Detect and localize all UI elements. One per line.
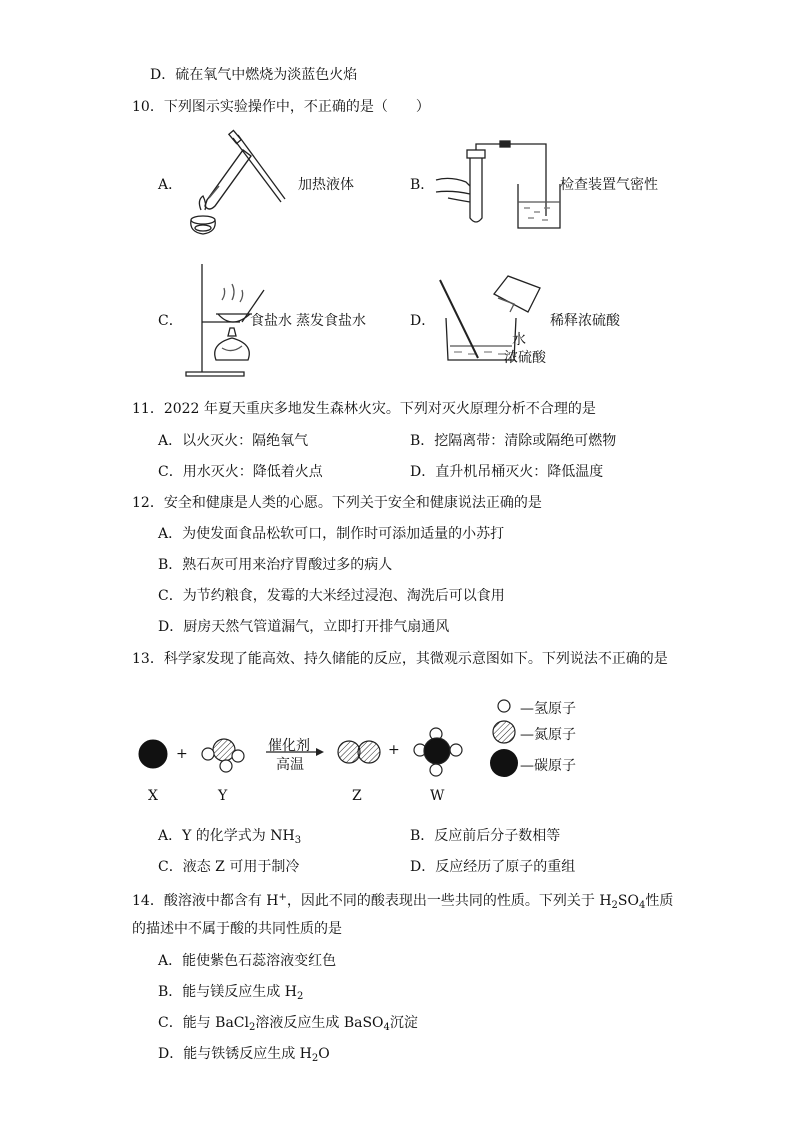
q10-a-letter: A． (158, 177, 183, 193)
test-tube (470, 156, 482, 222)
q12-option-d: D．厨房天然气管道漏气，立即打开排气扇通风 (158, 619, 450, 635)
q13-option-a: A．Y 的化学式为 $NH_3$ (158, 828, 302, 846)
q10-c-caption: 蒸发食盐水 (296, 313, 366, 329)
q14-option-a: A．能使紫色石蕊溶液变红色 (158, 953, 337, 969)
q10-d-caption: 稀释浓硫酸 (550, 313, 620, 329)
molecule-z (338, 741, 380, 763)
q11-option-c: C．用水灭火：降低着火点 (158, 464, 323, 480)
q11-option-d: D．直升机吊桶灭火：降低温度 (410, 464, 604, 480)
stopper (467, 150, 485, 158)
label-w: W (430, 788, 445, 804)
q10-b-letter: B． (410, 177, 435, 193)
q10-b-caption: 检查装置气密性 (560, 177, 658, 193)
q12-option-c: C．为节约粮食，发霉的大米经过浸泡、淘洗后可以食用 (158, 588, 505, 604)
legend-nitrogen-icon (493, 721, 515, 743)
q14-stem-line2: 的描述中不属于酸的共同性质的是 (132, 921, 342, 937)
q10-c-label: 食盐水 (250, 313, 292, 329)
airtightness-check-diagram (436, 138, 566, 233)
plus-1: + (176, 746, 188, 762)
heating-liquid-diagram (185, 128, 295, 240)
legend-nitrogen: —氮原子 (520, 727, 576, 743)
q14-option-c: C．能与 BaCl$_2$溶液反应生成 BaSO$_4$沉淀 (158, 1015, 418, 1033)
q10-a-caption: 加热液体 (298, 177, 354, 193)
legend-hydrogen-icon (498, 700, 510, 712)
pouring-beaker (494, 276, 540, 312)
molecule-y (202, 739, 244, 772)
hand (436, 178, 470, 202)
iron-stand (186, 264, 244, 376)
test-tube (205, 150, 251, 209)
q9-option-d: D．硫在氧气中燃烧为淡蓝色火焰 (150, 67, 358, 83)
legend-carbon: —碳原子 (520, 758, 576, 774)
q11-option-b: B．挖隔离带：清除或隔绝可燃物 (410, 433, 617, 449)
plus-2: + (388, 742, 400, 758)
beaker (518, 184, 560, 228)
molecule-w (414, 728, 462, 776)
q14-stem-line1: 14．酸溶液中都含有 H+，因此不同的酸表现出一些共同的性质。下列关于 $H_2SO_4$性质 (132, 892, 674, 911)
q10-c-letter: C． (158, 313, 183, 329)
alcohol-lamp (191, 196, 216, 234)
q13-option-c: C．液态 Z 可用于制冷 (158, 859, 300, 875)
legend-carbon-icon (490, 749, 518, 777)
legend-hydrogen: —氢原子 (520, 701, 576, 717)
q10-d-water-label: 水 (512, 332, 526, 348)
label-x: X (148, 788, 158, 804)
q14-option-b: B．能与镁反应生成 $H_2$ (158, 984, 304, 1002)
q14-option-d: D．能与铁锈反应生成 $H_2O$ (158, 1046, 330, 1064)
q11-option-a: A．以火灭火：隔绝氧气 (158, 433, 309, 449)
q10-d-acid-label: 浓硫酸 (504, 350, 546, 366)
condition-label: 高温 (276, 757, 304, 773)
molecule-x-carbon (139, 740, 167, 768)
q10-stem: 10．下列图示实验操作中，不正确的是（ ） (132, 99, 430, 115)
q13-option-d: D．反应经历了原子的重组 (410, 859, 576, 875)
alcohol-lamp (215, 338, 250, 360)
q13-stem: 13．科学家发现了能高效、持久储能的反应，其微观示意图如下。下列说法不正确的是 (132, 651, 668, 667)
q13-option-b: B．反应前后分子数相等 (410, 828, 561, 844)
label-y: Y (218, 788, 228, 804)
delivery-tube (476, 144, 546, 216)
q12-stem: 12．安全和健康是人类的心愿。下列关于安全和健康说法正确的是 (132, 495, 542, 511)
q11-stem: 11．2022 年夏天重庆多地发生森林火灾。下列对灭火原理分析不合理的是 (132, 401, 596, 417)
catalyst-label: 催化剂 (268, 738, 310, 754)
test-tube-holder (229, 130, 285, 202)
label-z: Z (352, 788, 362, 804)
q12-option-b: B．熟石灰可用来治疗胃酸过多的病人 (158, 557, 393, 573)
q10-d-letter: D． (410, 313, 436, 329)
q12-option-a: A．为使发面食品松软可口，制作时可添加适量的小苏打 (158, 526, 505, 542)
